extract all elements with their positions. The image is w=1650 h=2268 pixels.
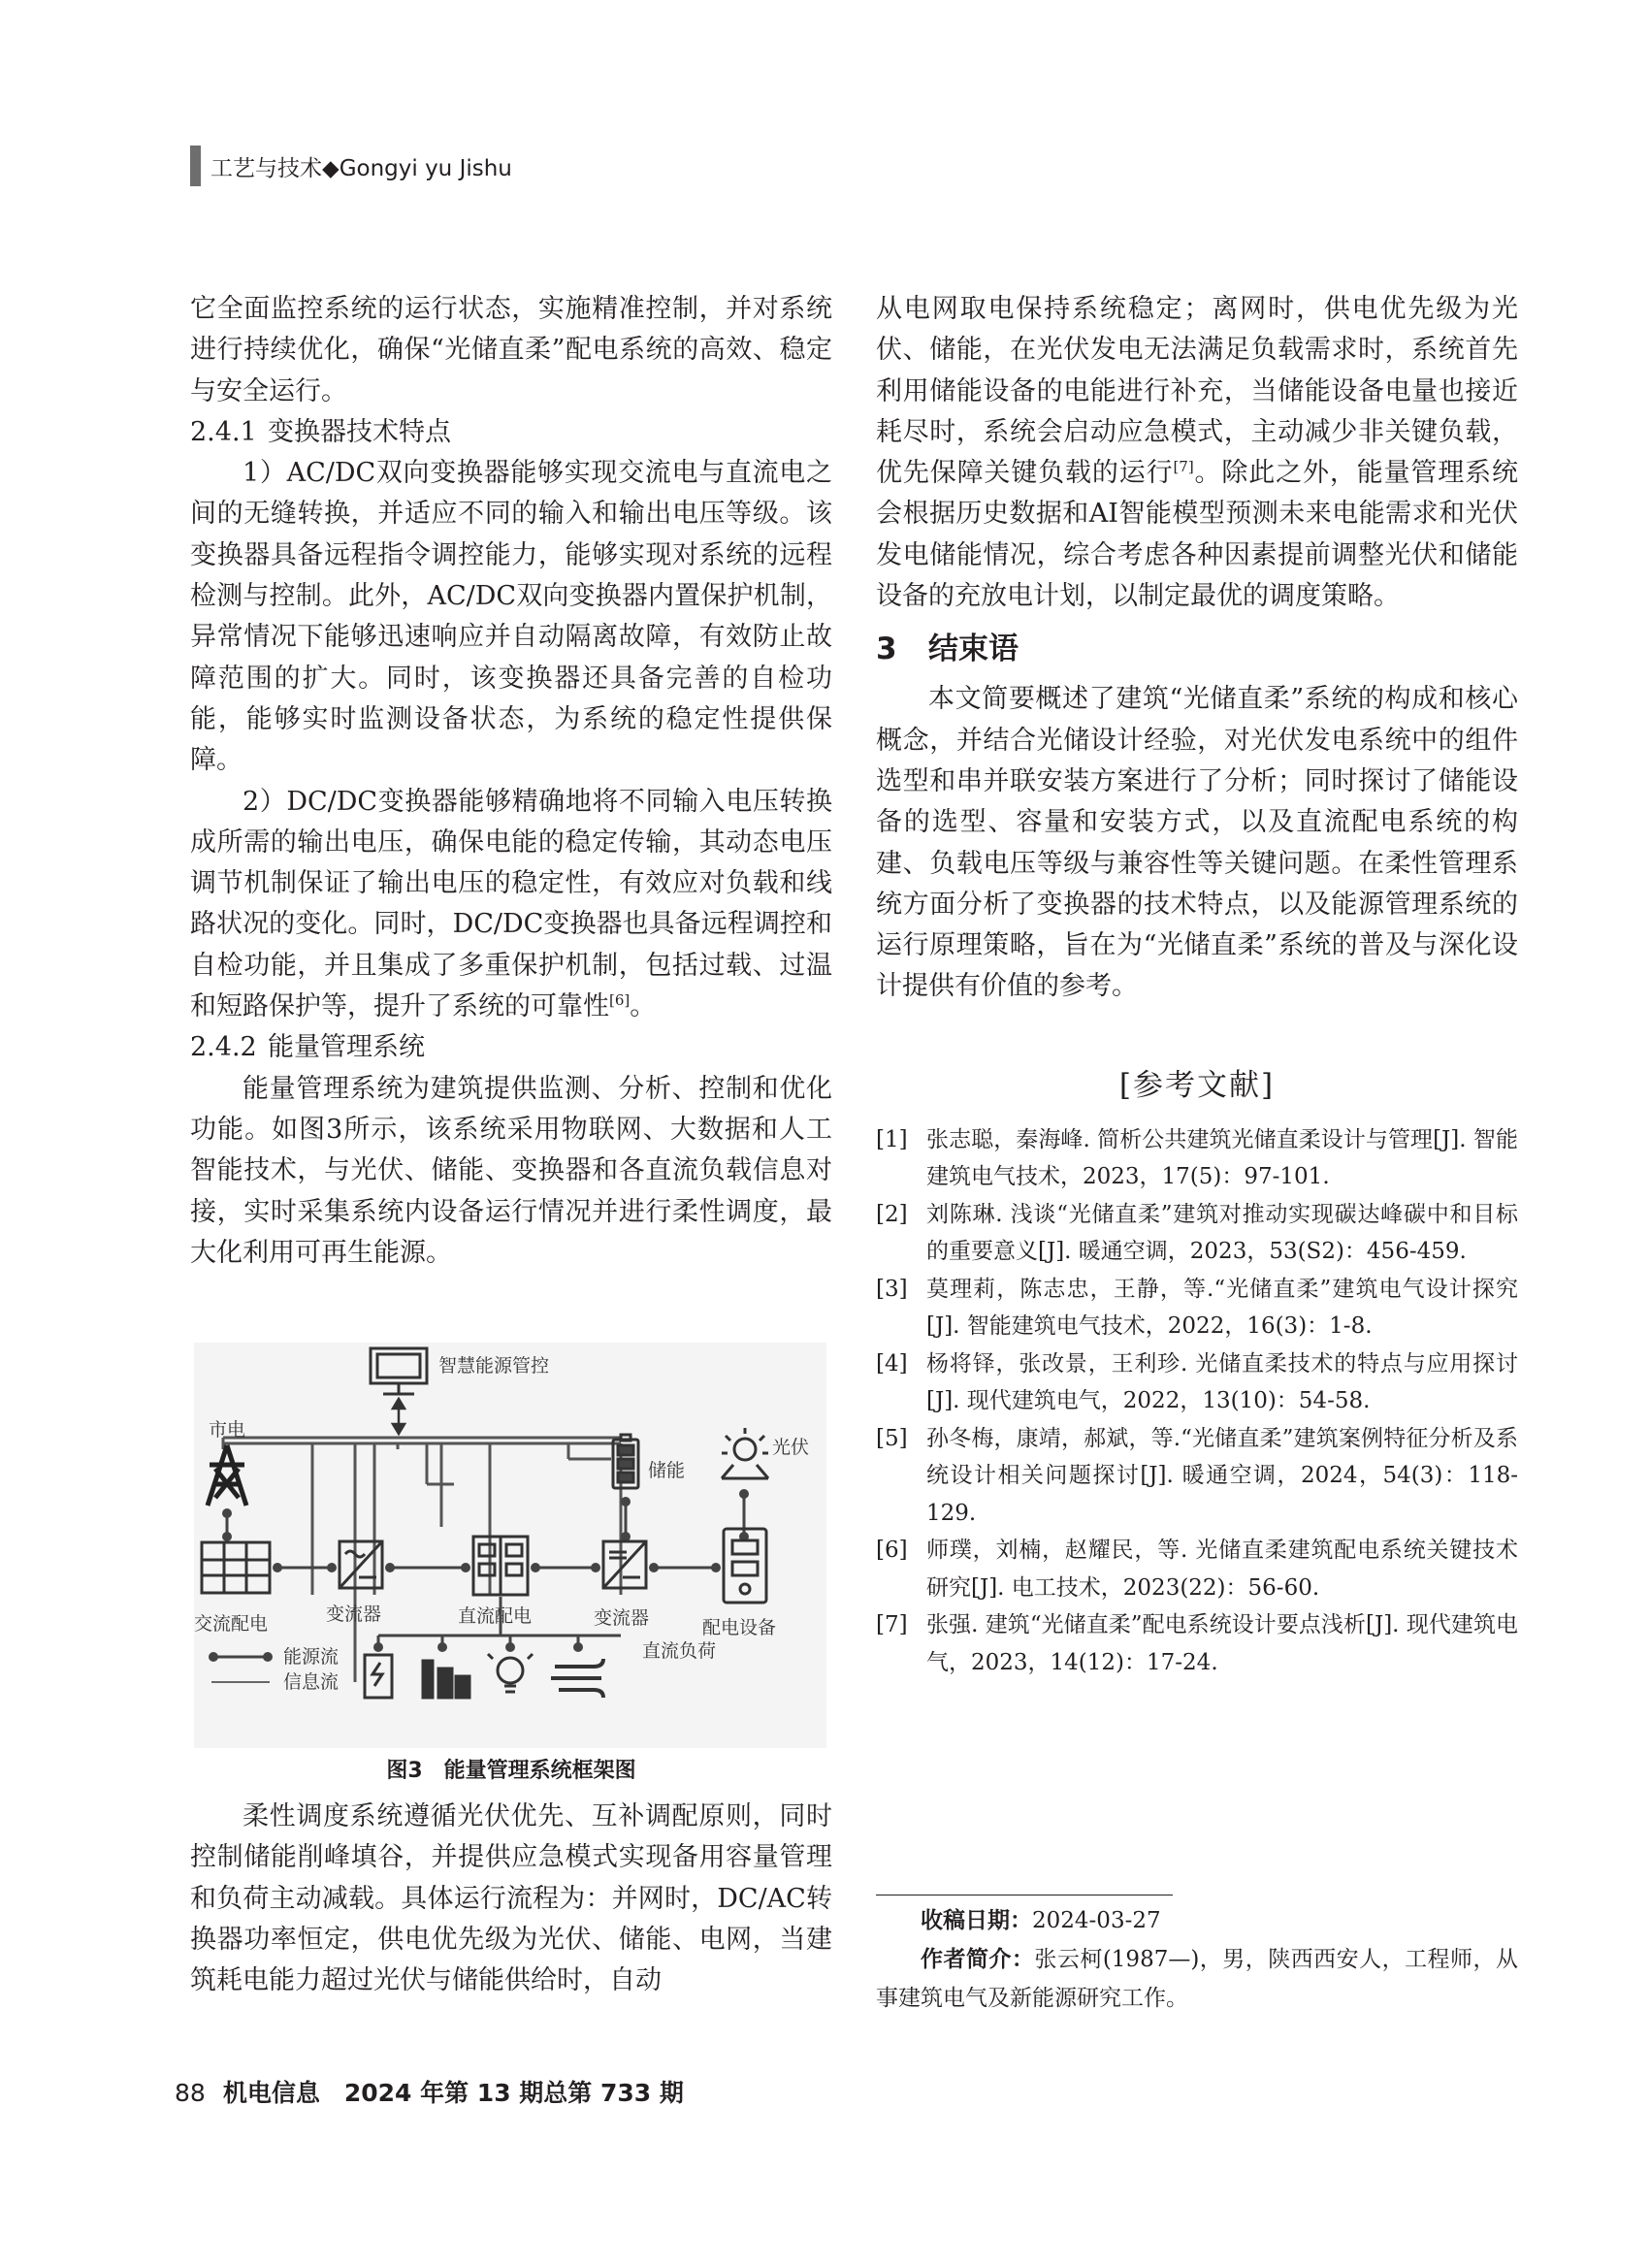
bulb-icon [488,1654,533,1692]
citation: [6] [609,991,631,1010]
author-value: 张云柯(1987—)，男，陕西西安人，工程师，从事建筑电气及新能源研究工作。 [876,1947,1518,2011]
label-ac-dist: 交流配电 [194,1613,269,1635]
energy-links [227,1490,744,1537]
left-column-continued [190,1797,832,2001]
paragraph-text: 。 [630,991,657,1022]
reference-number: [4] [876,1350,908,1377]
paragraph: 柔性调度系统遵循光伏优先、互补调配原则，同时控制储能削峰填谷，并提供应急模式实现备用容量管理和负荷主动减载。具体运行流程为：并网时，DC/AC转换器功率恒定，供电优先级为光伏、储能、电网，当建筑耗电能力超过光伏与储能供给时，自动 [190,1801,832,1996]
paragraph-text: 从电网取电保持系统稳定；离网时，供电优先级为光伏、储能，在光伏发电无法满足负载需求时，系统首先利用储能设备的电能进行补充，当储能设备电量也接近耗尽时，系统会启动应急模式，主动减少非关键负载，优先保障关键负载的运行 [876,294,1518,489]
section-number: 3 [876,632,897,667]
reference-item [876,1121,1518,1196]
arrow-icon [393,1399,404,1434]
charger-icon [365,1655,392,1698]
reference-number: [6] [876,1538,908,1564]
paragraph: 1）AC/DC双向变换器能够实现交流电与直流电之间的无缝转换，并适应不同的输入和输出电压等级。该变换器具备远程指令调控能力，能够实现对系统的远程检测与控制。此外，AC/DC双向变换器内置保护机制，异常情况下能够迅速响应并自动隔离故障，有效防止故障范围的扩大。同时，该变换器还具备完善的自检功能，能够实时监测设备状态，为系统的稳定性提供保障。 [190,458,832,776]
reference-text: 张强. 建筑“光储直柔”配电系统设计要点浅析[J]. 现代建筑电气，2023，14(12)：17-24. [926,1612,1518,1675]
legend [209,1646,339,1693]
reference-number: [3] [876,1276,908,1302]
label-conv2: 变流器 [594,1607,650,1629]
reference-number: [7] [876,1612,908,1638]
dc-distribution-icon [473,1537,528,1595]
paragraph: 本文简要概述了建筑“光储直柔”系统的构成和核心概念，并结合光储设计经验，对光伏发电系统中的组件选型和串并联安装方案进行了分析；同时探讨了储能设备的选型、容量和安装方式，以及直流配电系统的构建、负载电压等级与兼容性等关键问题。在柔性管理系统方面分析了变换器的技术特点，以及能源管理系统的运行原理策略，旨在为“光储直柔”系统的普及与深化设计提供有价值的参考。 [876,684,1518,1002]
section-title: 结束语 [928,632,1019,667]
paragraph: 它全面监控系统的运行状态，实施精准控制，并对系统进行持续优化，确保“光储直柔”配电系统的高效、稳定与安全运行。 [190,294,832,406]
dc-load-bus [378,1597,621,1651]
header-bar [190,146,201,186]
page-number: 88 [175,2079,206,2107]
journal-info: 机电信息 2024 年第 13 期总第 733 期 [222,2079,684,2107]
received-label: 收稿日期： [921,1907,1032,1933]
figure-caption: 图3 能量管理系统框架图 [386,1759,636,1783]
reference-item [876,1532,1518,1606]
reference-number: [5] [876,1425,908,1451]
converter-icon [603,1541,646,1588]
reference-item [876,1606,1518,1681]
footnotes [876,1901,1518,2018]
label-conv1: 变流器 [326,1604,382,1625]
link-dots [222,1489,749,1541]
subsection-number: 2.4.1 [190,416,257,447]
references-title: [参考文献] [1118,1067,1276,1103]
legend-energy: 能源流 [283,1646,340,1668]
reference-text: 刘陈琳. 浅谈“光储直柔”建筑对推动实现碳达峰碳中和目标的重要意义[J]. 暖通空调，2023，53(S2)：456-459. [926,1201,1518,1265]
reference-number: [2] [876,1201,908,1227]
received-date [876,1901,1518,1940]
reference-text: 师璞，刘楠，赵耀民，等. 光储直柔建筑配电系统关键技术研究[J]. 电工技术，2023(22)：56-60. [926,1538,1518,1601]
section-heading [876,629,1518,669]
header-text: 工艺与技术◆Gongyi yu Jishu [210,155,512,181]
reference-item [876,1196,1518,1271]
distribution-equipment-icon [724,1529,766,1603]
page-footer [175,2074,684,2109]
reference-item [876,1420,1518,1533]
paragraph: 能量管理系统为建筑提供监测、分析、控制和优化功能。如图3所示，该系统采用物联网、大数据和人工智能技术，与光伏、储能、变换器和各直流负载信息对接，实时采集系统内设备运行情况并进行柔性调度，最大化利用可再生能源。 [190,1073,832,1268]
label-pv: 光伏 [772,1437,810,1458]
received-value: 2024-03-27 [1032,1908,1161,1933]
reference-text: 莫理莉，陈志忠，王静，等.“光储直柔”建筑电气设计探究[J]. 智能建筑电气技术，2022，16(3)：1-8. [926,1276,1518,1340]
tower-icon [208,1445,246,1506]
monitor-icon [371,1348,427,1394]
subsection-number: 2.4.2 [190,1032,257,1063]
subsection-title: 能量管理系统 [268,1032,425,1063]
left-column [190,289,832,1274]
reference-list [876,1121,1518,1682]
figure-3 [194,1343,826,1748]
right-column [876,289,1518,1681]
citation: [7] [1173,458,1194,476]
reference-item [876,1271,1518,1345]
label-dc-load: 直流负荷 [642,1640,717,1662]
subsection-title: 变换器技术特点 [268,416,451,447]
sun-icon [722,1428,768,1478]
author-label: 作者简介： [921,1946,1035,1972]
paragraph-text: 2）DC/DC变换器能够精确地将不同输入电压转换成所需的输出电压，确保电能的稳定传输，其动态电压调节机制保证了输出电压的稳定性，有效应对负载和线路状况的变化。同时，DC/DC变换器也具备远程调控和自检功能，并且集成了多重保护机制，包括过载、过温和短路保护等，提升了系统的可靠性 [190,786,832,1022]
reference-text: 杨将铎，张改景，王利珍. 光储直柔技术的特点与应用探讨[J]. 现代建筑电气，2022，13(10)：54-58. [926,1350,1518,1414]
link-dots [373,1642,583,1652]
reference-text: 孙冬梅，康靖，郝斌，等.“光储直柔”建筑案例特征分析及系统设计相关问题探讨[J]. 暖通空调，2024，54(3)：118-129. [926,1425,1518,1526]
reference-text: 张志聪，秦海峰. 简析公共建筑光储直柔设计与管理[J]. 智能建筑电气技术，2023，17(5)：97-101. [926,1126,1518,1190]
reference-number: [1] [876,1126,908,1152]
label-grid: 市电 [209,1419,246,1441]
subsection-heading [190,1027,832,1068]
author-bio [876,1940,1518,2018]
ac-distribution-icon [202,1542,270,1593]
factory-icon [423,1661,469,1698]
paragraph [190,782,832,1028]
label-dc-dist: 直流配电 [458,1605,533,1627]
paragraph [876,289,1518,617]
label-storage: 储能 [648,1460,686,1481]
reference-item [876,1345,1518,1420]
wind-icon [551,1659,603,1698]
paragraph-text: 。除此之外，能量管理系统会根据历史数据和AI智能模型预测未来电能需求和光伏发电储能情况，综合考虑各种因素提前调整光伏和储能设备的充放电计划，以制定最优的调度策略。 [876,458,1519,612]
subsection-heading [190,412,832,453]
label-top: 智慧能源管控 [438,1355,550,1377]
label-dist-eq: 配电设备 [702,1617,777,1638]
running-header [190,146,512,186]
legend-info: 信息流 [283,1671,340,1693]
